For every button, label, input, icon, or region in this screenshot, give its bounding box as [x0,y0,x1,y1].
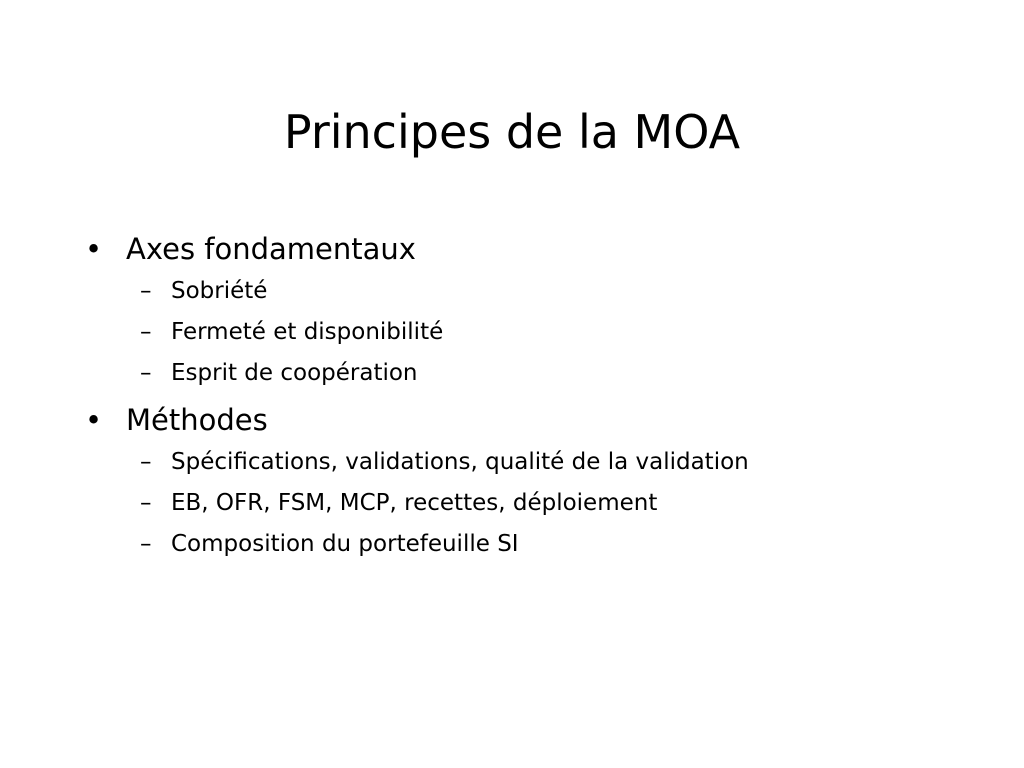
bullet-heading: Méthodes [126,403,268,437]
slide-content [85,227,985,565]
sub-bullet-text: EB, OFR, FSM, MCP, recettes, déploiement [171,490,658,516]
sub-bullet-text: Spécifications, validations, qualité de la validation [171,449,749,475]
sub-bullet-item [85,483,985,524]
slide-title: Principes de la MOA [283,105,741,159]
sub-bullet-text: Esprit de coopération [171,360,418,386]
sub-bullet-item [85,271,985,312]
sub-bullet-text: Sobriété [171,278,268,304]
dash-icon: – [140,490,152,516]
bullet-item-axes [85,227,985,271]
dash-icon: – [140,449,152,475]
sub-bullet-text: Composition du portefeuille SI [171,531,519,557]
dash-icon: – [140,360,152,386]
bullet-item-methodes [85,398,985,442]
bullet-icon: • [85,232,103,266]
sub-bullet-item [85,353,985,394]
bullet-heading: Axes fondamentaux [126,232,416,266]
dash-icon: – [140,319,152,345]
sub-bullet-item [85,524,985,565]
sub-bullet-item [85,442,985,483]
dash-icon: – [140,531,152,557]
sub-bullet-item [85,312,985,353]
dash-icon: – [140,278,152,304]
sub-bullet-text: Fermeté et disponibilité [171,319,444,345]
bullet-icon: • [85,403,103,437]
